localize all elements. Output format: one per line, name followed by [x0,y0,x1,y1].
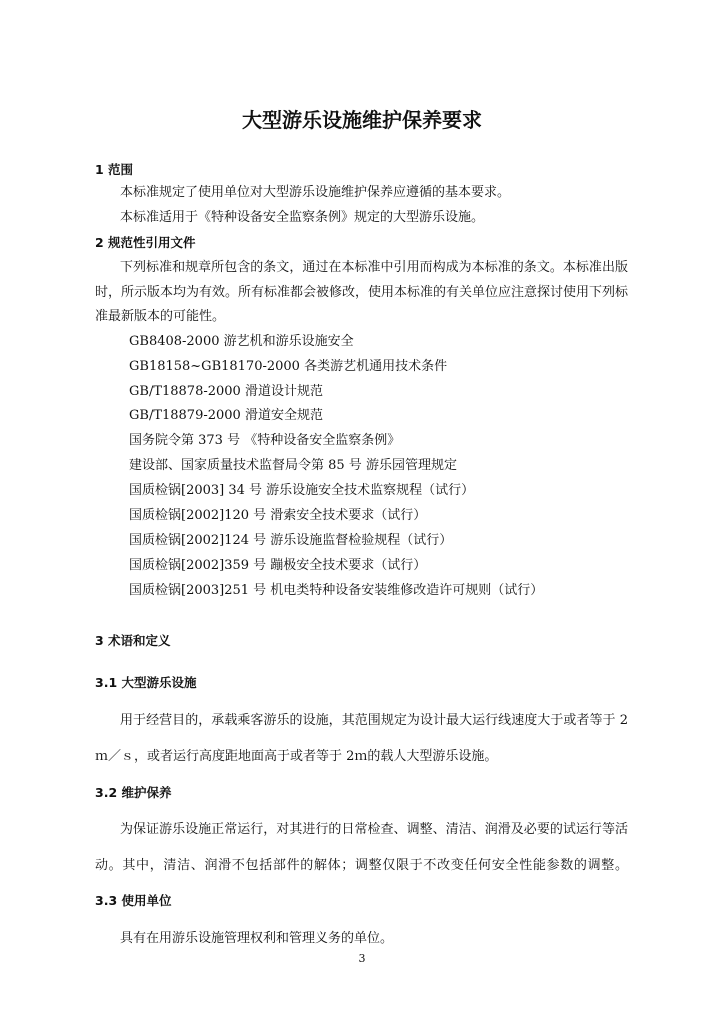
section-1-heading: 1 范围 [95,162,134,177]
section-1-paragraph-2: 本标准适用于《特种设备安全监察条例》规定的大型游乐设施。 [120,210,485,225]
reference-item: 建设部、国家质量技术监督局令第 85 号 游乐园管理规定 [129,458,457,473]
section-2-paragraph-line-1: 下列标准和规章所包含的条文，通过在本标准中引用而构成为本标准的条文。本标准出版 [120,260,628,275]
reference-item: 国质检锅[2002]120 号 滑索安全技术要求（试行） [129,508,427,523]
reference-item: GB/T18878-2000 滑道设计规范 [129,384,323,399]
section-3-2-line-1: 为保证游乐设施正常运行，对其进行的日常检查、调整、清洁、润滑及必要的试运行等活 [120,822,628,837]
page-number: 3 [358,952,366,965]
section-3-3-heading: 3.3 使用单位 [95,893,172,908]
section-2-paragraph-line-2: 时，所示版本均为有效。所有标准都会被修改，使用本标准的有关单位应注意探讨使用下列标 [95,285,629,300]
reference-item: 国务院令第 373 号 《特种设备安全监察条例》 [129,433,401,448]
section-3-2-line-2: 动。其中，清洁、润滑不包括部件的解体；调整仅限于不改变任何安全性能参数的调整。 [95,858,628,873]
section-3-heading: 3 术语和定义 [95,633,171,648]
reference-item: 国质检锅[2003] 34 号 游乐设施安全技术监察规程（试行） [129,483,475,498]
section-2-heading: 2 规范性引用文件 [95,235,196,250]
section-3-3-line-1: 具有在用游乐设施管理权利和管理义务的单位。 [120,931,394,946]
reference-item: 国质检锅[2003]251 号 机电类特种设备安装维修改造许可规则（试行） [129,583,544,598]
reference-item: 国质检锅[2002]124 号 游乐设施监督检验规程（试行） [129,533,453,548]
reference-item: GB8408-2000 游艺机和游乐设施安全 [129,334,354,349]
section-3-1-line-1: 用于经营目的，承载乘客游乐的设施，其范围规定为设计最大运行线速度大于或者等于 2 [120,713,628,728]
reference-item: GB/T18879-2000 滑道安全规范 [129,408,323,423]
section-3-1-heading: 3.1 大型游乐设施 [95,675,197,690]
reference-item: 国质检锅[2002]359 号 蹦极安全技术要求（试行） [129,558,427,573]
section-3-1-line-2: ｍ／ｓ，或者运行高度距地面高于或者等于 2ｍ的载人大型游乐设施。 [95,749,498,764]
reference-item: GB18158~GB18170-2000 各类游艺机通用技术条件 [129,359,448,374]
section-2-paragraph-line-3: 准最新版本的可能性。 [95,309,226,324]
section-3-2-heading: 3.2 维护保养 [95,785,172,800]
document-title: 大型游乐设施维护保养要求 [242,108,482,132]
section-1-paragraph-1: 本标准规定了使用单位对大型游乐设施维护保养应遵循的基本要求。 [120,185,511,200]
